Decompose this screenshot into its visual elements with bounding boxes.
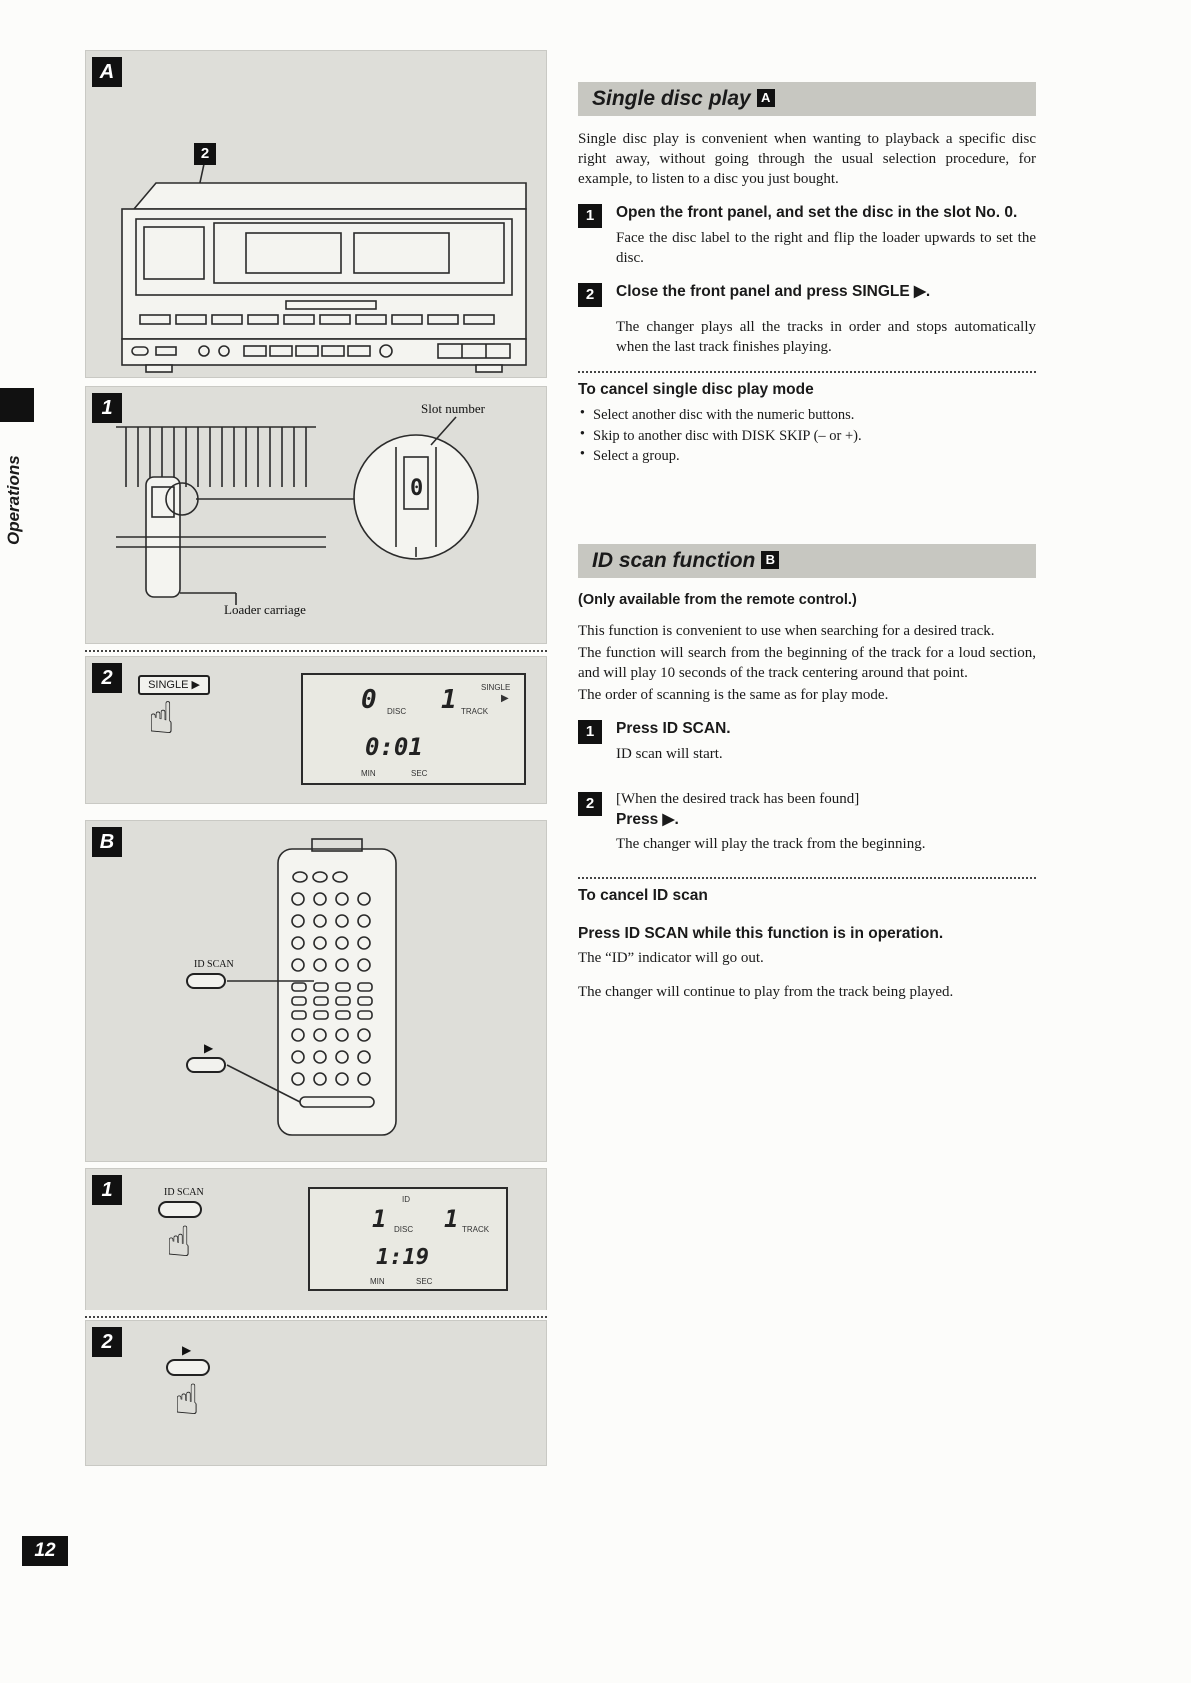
step-precondition: [When the desired track has been found] xyxy=(616,790,860,807)
hand-icon: ☝ xyxy=(174,1375,200,1424)
chapter-label: Operations xyxy=(4,455,23,545)
loader-carriage-label: Loader carriage xyxy=(224,602,306,617)
cancel-idscan-body: The “ID” indicator will go out. xyxy=(578,949,764,966)
left-separator-2 xyxy=(85,1316,547,1318)
list-item: ● Select a group. xyxy=(580,446,1036,466)
figure-1-loader xyxy=(85,386,547,644)
left-separator-1 xyxy=(85,650,547,652)
section-marker-block xyxy=(0,388,34,422)
step-title: Press ID SCAN. xyxy=(616,720,731,738)
section-gap xyxy=(578,466,1036,544)
idscan-para-3: The order of scanning is the same as for play mode. xyxy=(578,686,889,703)
lcd-track-value: 1 xyxy=(444,1205,459,1233)
cd-changer-illustration xyxy=(86,51,548,379)
section-heading-id-scan xyxy=(578,544,1036,578)
idscan-step-2 xyxy=(578,791,1036,855)
figure-a-cd-changer xyxy=(85,50,547,378)
display-panel-idscan xyxy=(308,1187,508,1291)
list-item: ● Skip to another disc with DISK SKIP (– or +). xyxy=(580,426,1036,446)
remote-illustration xyxy=(86,821,548,1163)
figure-1b-idscan xyxy=(85,1168,547,1310)
lcd-track-value: 1 xyxy=(441,685,457,715)
single-button-illustration: SINGLE ▶ xyxy=(138,675,210,695)
step-number-icon: 2 xyxy=(578,283,602,307)
figure-2b-tag: 2 xyxy=(92,1327,122,1357)
play-button-label: ▶ xyxy=(182,1343,192,1357)
step-body: Face the disc label to the right and flip the loader upwards to set the disc. xyxy=(616,229,1036,266)
step-title: Close the front panel and press SINGLE ▶. xyxy=(616,283,931,301)
lcd-disc-value: 1 xyxy=(372,1205,387,1233)
figure-1b-tag: 1 xyxy=(92,1175,122,1205)
lcd-disc-label: DISC xyxy=(394,1225,414,1234)
idscan-para-1: This function is convenient to use when searching for a desired track. xyxy=(578,623,995,640)
lcd-min-label: MIN xyxy=(370,1277,385,1286)
lcd-track-label: TRACK xyxy=(461,707,489,716)
remote-idscan-label: ID SCAN xyxy=(194,959,234,970)
single-step-2 xyxy=(578,282,1036,357)
lcd-single-indicator: SINGLE xyxy=(481,683,511,692)
figure-2-tag: 2 xyxy=(92,663,122,693)
figure-1-tag: 1 xyxy=(92,393,122,423)
idscan-button-illustration xyxy=(158,1201,202,1218)
spacer xyxy=(578,911,1036,925)
right-separator-1 xyxy=(578,371,1036,373)
right-separator-2 xyxy=(578,877,1036,879)
step-body: The changer plays all the tracks in order and stops automatically when the last track finishes playing. xyxy=(616,318,1036,355)
single-step-1 xyxy=(578,203,1036,268)
loader-illustration xyxy=(86,387,548,645)
cancel-idscan-heading: To cancel ID scan xyxy=(578,886,708,904)
lcd-disc-value: 0 xyxy=(361,685,377,715)
svg-text:0: 0 xyxy=(410,476,424,501)
lcd-track-label: TRACK xyxy=(462,1225,490,1234)
step-body: ID scan will start. xyxy=(616,745,723,762)
remote-idscan-button xyxy=(186,973,226,989)
step-number-icon: 1 xyxy=(578,720,602,744)
play-button-illustration xyxy=(166,1359,210,1376)
remote-play-button xyxy=(186,1057,226,1073)
lcd-time: 0:01 xyxy=(365,733,423,761)
lcd-single-arrow: ▶ xyxy=(501,693,509,704)
cancel-idscan-extra: The changer will continue to play from the track being played. xyxy=(578,983,954,1000)
hand-icon: ☝ xyxy=(148,693,175,744)
lcd-id-indicator: ID xyxy=(402,1195,410,1204)
heading-text: Single disc play xyxy=(592,87,751,110)
list-item: ● Select another disc with the numeric buttons. xyxy=(580,405,1036,425)
hand-icon: ☝ xyxy=(166,1217,192,1266)
figure-2-single-play xyxy=(85,656,547,804)
step-body: The changer will play the track from the beginning. xyxy=(616,835,926,852)
step-number-icon: 1 xyxy=(578,204,602,228)
heading-text: ID scan function xyxy=(592,549,756,573)
cancel-single-list xyxy=(580,405,1036,466)
idscan-para-2: The function will search from the beginning of the track for a loud section, and will play 10 seconds of the track centering around that point. xyxy=(578,645,1036,681)
heading-ref-b: B xyxy=(761,551,779,569)
lcd-sec-label: SEC xyxy=(411,769,428,778)
section-heading-single-disc-play xyxy=(578,82,1036,116)
idscan-button-label: ID SCAN xyxy=(164,1187,204,1198)
figure-a-tag: A xyxy=(92,57,122,87)
heading-ref-a: A xyxy=(757,89,775,107)
lcd-min-label: MIN xyxy=(361,769,376,778)
idscan-note: (Only available from the remote control.) xyxy=(578,592,857,609)
step-title: Press ▶. xyxy=(616,810,679,828)
remote-play-label: ▶ xyxy=(204,1041,214,1055)
step-title: Open the front panel, and set the disc in the slot No. 0. xyxy=(616,204,1018,222)
cancel-single-heading: To cancel single disc play mode xyxy=(578,381,814,399)
lcd-sec-label: SEC xyxy=(416,1277,433,1286)
slot-number-label: Slot number xyxy=(421,401,485,416)
text-column xyxy=(578,82,1036,1012)
idscan-step-1 xyxy=(578,719,1036,764)
figure-a-callout-2: 2 xyxy=(194,143,216,165)
figure-2b-play xyxy=(85,1320,547,1466)
single-intro: Single disc play is convenient when wanting to playback a specific disc right away, without going through the usual selection procedure, for example, to listen to a disc you just bought. xyxy=(578,131,1036,187)
lcd-disc-label: DISC xyxy=(387,707,407,716)
figure-b-tag: B xyxy=(92,827,122,857)
lcd-time: 1:19 xyxy=(376,1245,429,1270)
cancel-idscan-instruction: Press ID SCAN while this function is in operation. xyxy=(578,924,944,942)
step-number-icon: 2 xyxy=(578,792,602,816)
figure-b-remote xyxy=(85,820,547,1162)
page-number: 12 xyxy=(22,1536,68,1566)
display-panel-single xyxy=(301,673,526,785)
